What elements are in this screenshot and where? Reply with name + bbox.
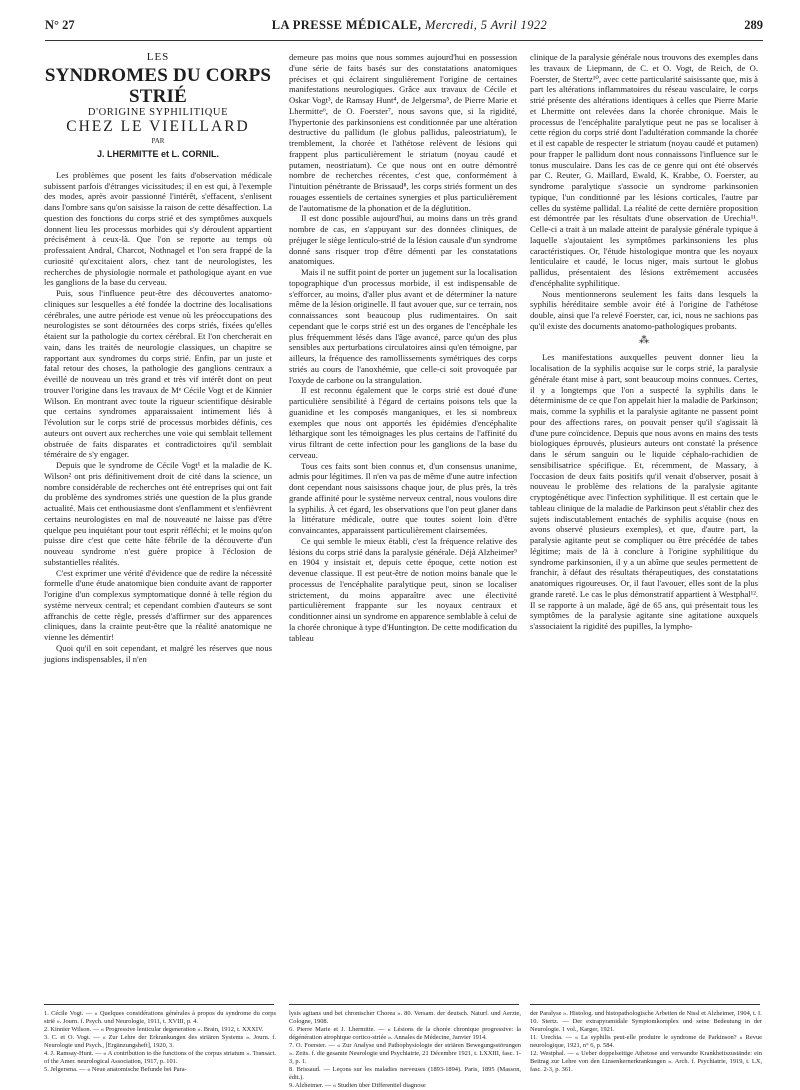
footnote: 10. Stertz. — Der extrapyramidale Symptomkomplex und seine Bedeutung in der Neurologie. 1 vol., Karger, 1921. xyxy=(530,1018,762,1033)
footnote: 12. Westphal. — « Ueber doppelseitige Athetose und verwandte Krankheitszustände: ein Beitrag zur Lehre von den Linsenkernerkrankungen ». Arch. f. Psychiatrie, 1919, t. LX, fasc. 2-3, p. 361. xyxy=(530,1050,762,1073)
paragraph: Les manifestations auxquelles peuvent donner lieu la localisation de la syphilis acquise sur le corps strié, la paralysie générale étant mise à part, sont beaucoup moins connues. Certes, il y a longtemps que l'on a suspecté la syphilis dans le déterminisme de ce que l'on appelait hier la maladie de Parkinson; mais, comme la syphilis et la paralysie agitante ne passent point pour des affections rares, on pouvait penser qu'il s'agissait là d'une pure coïncidence. Depuis que nous avons en mains des tests biologiques éprouvés, plusieurs auteurs ont constaté la présence dans le sérum sanguin ou le liquide céphalo-rachidien de sensibilisatrice spécifique. Et, récemment, de Massary, à l'occasion de deux faits positifs qu'il venait d'observer, posait à nouveau le problème des relations de la paralysie agitante cryptogénétique avec l'infection syphilitique. Il est certain que le tableau clinique de la maladie de Parkinson peut s'établir chez des sujets indiscutablement entachés de syphilis acquise (nous en avons observé plusieurs exemples), et que, d'autre part, la paralysie agitante peut se compliquer ou être précédée de tabes légitime; mais de là à conclure à l'origine syphilitique du syndrome parkinsonien, il y a un abîme que seules permettent de franchir, à défaut des résultats thérapeutiques, des constatations anatomiques rigoureuses. Or, il faut l'avouer, elles sont de la plus grande rareté. Le cas le plus démonstratif appartient à Westphal¹². Il se rapporte à un malade, âgé de 65 ans, qui présentait tous les symptômes de la paralysie agitante sine agitatione auxquels s'associaient la rigidité des pupilles, la lympho- xyxy=(530,352,758,631)
footnote: 3. C. et O. Vogt. — « Zur Lehre der Erkrankungen des striären Systems ». Journ. f. Neurologie und Psych., [Ergänzungsheft], 1920, 3. xyxy=(44,1034,276,1049)
page-number: 289 xyxy=(744,18,763,32)
paragraph: Il est reconnu également que le corps strié est doué d'une particulière sensibilité à l'égard de certains poisons tels que la guanidine et les composés manganiques, et les si nombreux exemples que nous ont apportés les épidémies d'encéphalite léthargique sont les témoignages les plus certains de l'affinité du virus filtrant de cette infection pour les ganglions de la base du cerveau. xyxy=(289,385,517,460)
article-authors: J. LHERMITTE et L. CORNIL. xyxy=(96,149,219,159)
footnote: der Paralyse ». Histolog. und histopathologische Arbeiten de Nissl et Alzheimer, 1904, t. I. xyxy=(530,1010,762,1017)
article-title: SYNDROMES DU CORPS STRIÉ xyxy=(44,64,272,107)
paragraph: Les problèmes que posent les faits d'observation médicale subissent parfois d'étranges vicissitudes; il en est qui, à l'exemple des modes, après avoir passionné l'intérêt, s'effacent, s'enlisent dans l'ombre sans qu'on saisisse la raison de cette désaffection. La question des fonctions du corps strié et des symptômes auxquels donnent lieu les processus morbides qui s'y déroulent appartient précisément à ceux-là. Que l'on se reporte au temps où professaient Andral, Charcot, Nothnagel et l'on sera frappé de la curiosité qu'excitaient alors, chez tant de neurologistes, les recherches de physiologie normale et pathologique ayant en vue les ganglions de la base du cerveau. xyxy=(44,169,272,288)
paragraph: Puis, sous l'influence peut-être des découvertes anatomo-cliniques sur lesquelles a été fondée la doctrine des localisations cérébrales, une autre période est venue où les préoccupations des neurologistes se sont détournées des corps striés, fixées qu'elles étaient sur la pathologie du cortex cérébral. Et l'on chercherait en vain, dans les traités de neurologie classiques, un chapitre se rapportant aux syndromes du corps strié. Enfin, par un juste et fatal retour des choses, la pathologie des ganglions centraux a éveillé de nouveau un très grand et très vif intérêt dont on peut trouver l'origine dans les travaux de Mᵉ Cécile Vogt et de Kinnier Wilson. En montrant avec toute la rigueur scientifique désirable que certains syndromes apparaissaient intimement liés à l'évolution sur le corps strié de processus morbides définis, ces auteurs ont ouvert aux recherches une voie qui semblait tellement obstruée de faits disparates et contradictoires qu'il semblait téméraire de s'y engager. xyxy=(44,288,272,460)
column-3 xyxy=(530,52,758,632)
article-subtitle: D'ORIGINE SYPHILITIQUE xyxy=(87,106,229,118)
footnote-rule xyxy=(530,1004,760,1005)
footnote: 11. Urechia. — « La syphilis peut-elle produire le syndrome de Parkinson? » Revue neurologique, 1921, n° 6, p. 584. xyxy=(530,1034,762,1049)
footnote-rule xyxy=(289,1004,519,1005)
footnotes-column-3 xyxy=(530,1010,762,1074)
footnote: lysis agitans und bei chronischer Chorea ». 80. Versam. der deutsch. Naturf. und Aerzte, Cologne, 1908. xyxy=(289,1010,521,1025)
footnote: 9. Alzheimer. — « Studien über Differentiel diagnose xyxy=(289,1082,426,1089)
journal-name: LA PRESSE MÉDICALE, xyxy=(271,18,422,32)
title-small: LES xyxy=(146,51,170,63)
paragraph: Depuis que le syndrome de Cécile Vogt¹ et la maladie de K. Wilson² ont pris définitivement droit de cité dans la science, un nombre considérable de recherches ont été entreprises qui ont fait du problème des syndromes striés une question de la plus grande actualité. Mais cet enthousiasme dont s'enflamment et s'enfièvrent certains neurologistes en mal de nouveauté ne laisse pas d'être quelque peu inquiétant pour tout esprit réfléchi; et le moins qu'on puisse dire c'est que cette hâte fébrile de la découverte d'un nouveau syndrome n'est guère propice à l'éclosion de substantielles réalités. xyxy=(44,460,272,567)
paragraph: Il est donc possible aujourd'hui, au moins dans un très grand nombre de cas, en s'appuyant sur des données cliniques, de préjuger le siège lenticulo-strié de la lésion causale d'un syndrome donné sans risquer trop d'être démenti par les constatations anatomiques. xyxy=(289,213,518,267)
footnote: 1. Cécile Vogt. — « Quelques considérations générales à propos du syndrome du corps strié ». Journ. f. Psych. und Neurologie, 1911, t. XVIII, p. 4. xyxy=(44,1010,276,1025)
byline-par: PAR xyxy=(151,137,165,146)
issue-number: N° 27 xyxy=(45,18,75,32)
footnotes-column-2 xyxy=(289,1010,521,1090)
paragraph: Quoi qu'il en soit cependant, et malgré les réserves que nous jugions indispensables, il n'en xyxy=(44,642,272,664)
paragraph: Ce qui semble le mieux établi, c'est la fréquence relative des lésions du corps strié dans la paralysie générale. Déjà Alzheimer⁹ en 1904 y insistait et, depuis cette époque, cette notion est devenue classique. Il est peut-être de notion moins banale que le processus de l'encéphalite paralytique peut, sinon se localiser strictement, du moins apparaître avec une électivité particulièrement frappante sur les noyaux centraux et conditionner ainsi un syndrome en apparence semblable à celui de la chorée chronique à type d'Huntington. De cette modification du tableau xyxy=(289,535,517,643)
paragraph: C'est exprimer une vérité d'évidence que de redire la nécessité formelle d'une étude anatomique bien conduite avant de rapporter l'origine d'un complexus symptomatique donné à telle région du système nerveux central; et cependant combien d'auteurs se sont affranchis de cette règle, pressés d'affirmer sur des apparences cliniques, dans la crainte peut-être que la réalité anatomique ne vienne les démentir! xyxy=(44,567,272,642)
footnote: 4. J. Ramsay-Hunt. — « A contribution to the functions of the corpus striatum ». Transact. of the Amer. neurological Association, 1917, p. 101. xyxy=(44,1050,276,1065)
paragraph: Mais il ne suffit point de porter un jugement sur la localisation topographique d'un processus morbide, il est indispensable de s'efforcer, au moins, d'aller plus avant et de déterminer la nature même de la lésion originelle. Il faut avouer que, sur ce terrain, nos connaissances sont beaucoup plus rudimentaires. On sait cependant que le corps strié est un des organes de l'encéphale les plus fréquemment lésés dans l'âge avancé, parce qu'un des plus sensibles aux perturbations circulatoires ainsi qu'en témoigne, par ailleurs, la fréquence des ramollissements symétriques des corps striés au cours de l'anoxhémie, que celle-ci soit provoquée par l'oxyde de carbone ou la strangulation. xyxy=(289,267,517,385)
footnote: 5. Jelgersma. — « Neue anatomische Befunde bei Para- xyxy=(44,1066,187,1073)
column-2 xyxy=(289,52,517,643)
column-1 xyxy=(44,52,272,664)
paragraph: clinique de la paralysie générale nous trouvons des exemples dans les travaux de Liepmann, de C. et O. Vogt, de Reich, de O. Foerster, de Stertz¹⁰, avec cette particularité saisissante que, mis à part les altérations inflammatoires du réseau vasculaire, le corps strié présente des altérations identiques à celles que Pierre Marie et Lhermitte ont relevées dans la chorée chronique. Mais le processus de l'encéphalite paralytique peut ne pas se localiser à cette région du corps strié dont l'adultération commande la chorée et il est capable de respecter le striatum (noyau caudé et putamen) pour frapper le pallidum dont nous connaissons l'influence sur le tonus musculaire. Dans les cas de ce genre qui ont été observés par C. Reuter, G. Maillard, Ewald, K. Krabbe, O. Foerster, au syndrome paralytique s'associe un syndrome parkinsonien typique, l'un conditionné par les lésions corticales, l'autre par celles du système pallidal. La réalité de cette dernière proposition est démontrée par les résultats d'une observation de Urechia¹¹. Celle-ci a trait à un malade atteint de paralysie générale typique à laquelle s'ajoutaient les symptômes parkinsoniens les plus caractéristiques. Or, l'étude histologique montra que les noyaux lenticulaire et caudé, le locus niger, mais surtout le globus pallidus, présentaient des lésions extrêmement accusées d'encéphalite syphilitique. xyxy=(530,52,758,288)
section-separator: ⁂ xyxy=(639,334,649,346)
header-rule xyxy=(45,40,763,41)
paragraph: Tous ces faits sont bien connus et, d'un consensus unanime, admis pour légitimes. Il n'en va pas de même d'une autre infection dont cependant nous saisissons chaque jour, de plus près, la très grande affinité pour le système nerveux central, nous voulons dire la syphilis. À cet égard, les observations que l'on peut glaner dans la littérature médicale, outre que toutes soient loin d'être convaincantes, apparaissent particulièrement clairsemées. xyxy=(289,460,517,535)
paragraph: Nous mentionnerons seulement les faits dans lesquels la syphilis héréditaire semble avoir été à l'origine de l'athétose double, ainsi que l'a relevé Foerster, car, ici, nous ne sachions pas qu'il existe des documents anatomo-pathologiques probants. xyxy=(530,288,758,331)
footnote: 7. O. Foerster. — « Zur Analyse und Pathophysiologie der striären Bewegungsstörungen ». Zeits. f. die gesamte Neurologie und Psychiatrie, 21 Décembre 1921, t. LXXIII, fasc. 1-3, p. 1. xyxy=(289,1042,521,1065)
article-title-block xyxy=(44,52,272,160)
article-subtitle-2: CHEZ LE VIEILLARD xyxy=(66,117,250,135)
footnotes-column-1 xyxy=(44,1010,276,1074)
footnote: 2. Kinnier Wilson. — « Progressive lenticular degeneration ». Brain, 1912, t. XXXIV. xyxy=(44,1026,264,1033)
footnote: 8. Brissaud. — Leçons sur les maladies nerveuses (1893-1894). Paris, 1895 (Masson, édit.). xyxy=(289,1066,521,1081)
footnote: 6. Pierre Marie et J. Lhermitte. — « Lésions de la chorée chronique progressive: la dégénération atrophique cortico-striée ». Annales de Médecine, Janvier 1914. xyxy=(289,1026,521,1041)
page-header xyxy=(45,18,763,40)
footnote-rule xyxy=(44,1004,274,1005)
issue-date: Mercredi, 5 Avril 1922 xyxy=(424,18,548,32)
paragraph: demeure pas moins que nous sommes aujourd'hui en possession d'une série de faits basés sur des constatations anatomiques précises et qui éclairent singulièrement l'origine de certaines manifestations neurologiques. Grâce aux travaux de Cécile et Oskar Vogt³, de Ramsay Hunt⁴, de Jelgersma⁵, de Pierre Marie et Lhermitte⁶, de O. Foerster⁷, nous savons que, si la rigidité, l'hypertonie des parkinsoniens est conditionnée par une altération destructive du pallidum (le globus pallidus, paleostriatum), le tremblement, la chorée et l'athétose relèvent de lésions qui frappent plus particulièrement le striatum (noyau caudé et putamen, neostriatum). Ce que nous ont en outre démontré nombre de recherches récentes, c'est que, conformément à l'intuition pénétrante de Brissaud⁸, les corps striés forment un des rouages essentiels de certaines synergies et plus particulièrement de l'automatisme de la phonation et de la déglutition. xyxy=(289,52,517,213)
journal-title xyxy=(272,18,547,33)
